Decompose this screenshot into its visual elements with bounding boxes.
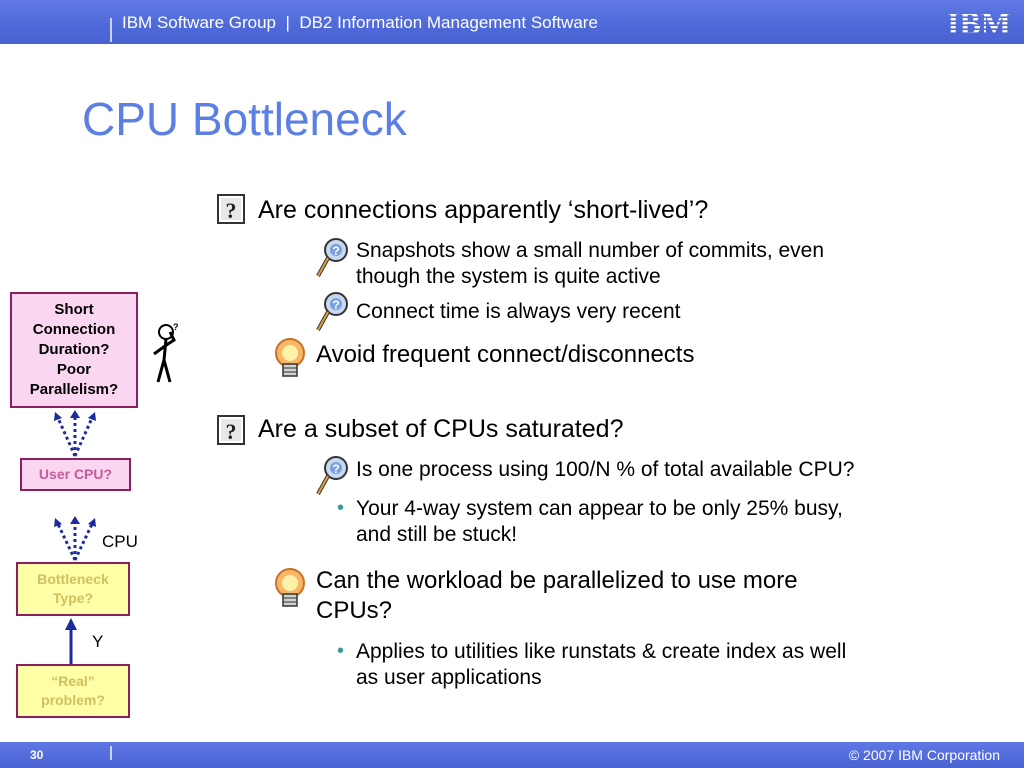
question-icon	[216, 414, 246, 446]
magnifier-icon	[314, 236, 350, 280]
q2-b-line1: Your 4-way system can appear to be only 25% busy,	[356, 497, 843, 520]
tip2-c-line2: as user applications	[356, 666, 542, 689]
svg-text:IBM: IBM	[947, 6, 1011, 38]
flow-box3-line: Type?	[52, 590, 94, 606]
svg-text:?: ?	[225, 419, 237, 444]
tip1-text: Avoid frequent connect/disconnects	[316, 341, 695, 368]
flow-box-real-problem	[16, 664, 130, 718]
flow-label-y: Y	[92, 632, 104, 651]
svg-text:?: ?	[332, 244, 340, 258]
dotted-arrows	[50, 410, 100, 458]
thinking-figure-icon	[146, 322, 182, 384]
q1-text: Are connections apparently ‘short-lived’?	[258, 196, 709, 224]
flow-box-user-cpu: User CPU?	[20, 458, 131, 491]
q2-text: Are a subset of CPUs saturated?	[258, 415, 624, 443]
q2-b-line2: and still be stuck!	[356, 523, 518, 546]
flow-box1-line: Parallelism?	[29, 381, 119, 398]
flow-box1-line: Connection	[32, 321, 116, 338]
svg-text:?: ?	[332, 462, 340, 476]
lightbulb-icon	[270, 566, 310, 612]
page-number: 30	[30, 748, 44, 762]
footer-divider	[110, 746, 112, 760]
dotted-arrows	[50, 516, 100, 562]
tip2-line2: CPUs?	[316, 597, 393, 624]
copyright: © 2007 IBM Corporation	[848, 747, 1000, 763]
flow-box1-line: Short	[54, 301, 94, 318]
header-text: IBM Software Group | DB2 Information Management Software	[122, 13, 598, 32]
bullet-dot: •	[337, 640, 345, 662]
header-bar	[0, 0, 1024, 44]
tip2-line1: Can the workload be parallelized to use more	[316, 567, 798, 594]
slide-title: CPU Bottleneck	[82, 93, 407, 145]
q1-b-text: Connect time is always very recent	[356, 300, 681, 323]
magnifier-icon	[314, 290, 350, 334]
flow-box-bottleneck-type	[16, 562, 130, 616]
flow-box-short-connection	[10, 292, 138, 408]
q2-a-text: Is one process using 100/N % of total available CPU?	[356, 458, 855, 481]
flow-label-cpu: CPU	[102, 532, 138, 551]
solid-arrow	[64, 618, 78, 664]
flow-box1-line: Poor	[56, 361, 92, 378]
bullet-dot: •	[337, 497, 345, 519]
tip2-c-line1: Applies to utilities like runstats & create index as well	[356, 640, 847, 663]
flow-box3-line: Bottleneck	[37, 571, 109, 587]
flow-box1-line: Duration?	[38, 341, 110, 358]
ibm-logo	[942, 6, 1016, 38]
lightbulb-icon	[270, 336, 310, 382]
question-icon	[216, 193, 246, 225]
svg-text:?: ?	[225, 198, 237, 223]
q1-a-line2: though the system is quite active	[356, 265, 661, 288]
magnifier-icon	[314, 454, 350, 498]
q1-a-line1: Snapshots show a small number of commits, even	[356, 239, 825, 262]
flow-box4-line: “Real”	[51, 673, 95, 689]
header-divider	[110, 18, 112, 42]
svg-text:?: ?	[332, 298, 340, 312]
svg-text:?: ?	[173, 322, 179, 332]
flow-box4-line: problem?	[41, 692, 105, 708]
